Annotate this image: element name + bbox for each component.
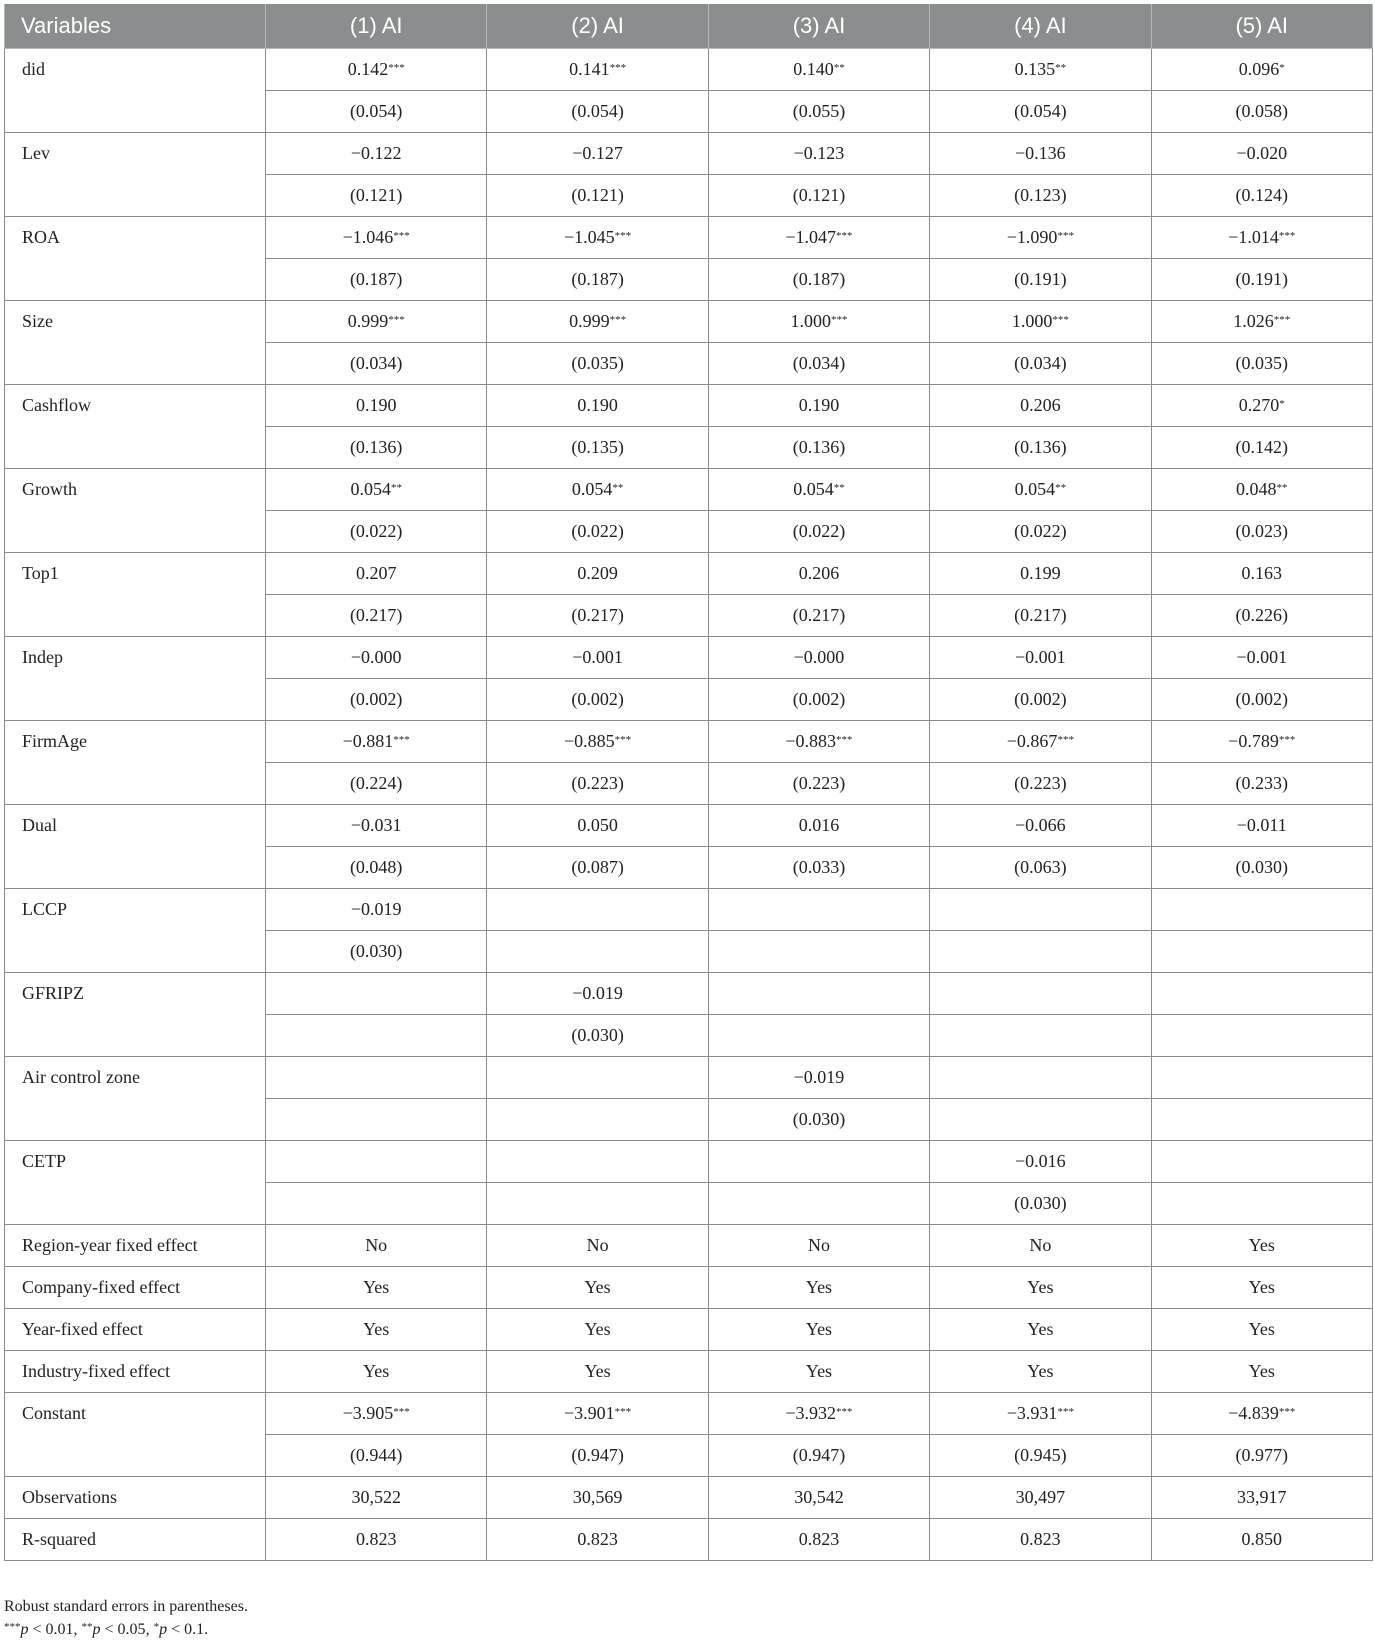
variable-name: Dual xyxy=(5,805,266,889)
coefficient-cell: −0.019 xyxy=(266,889,487,931)
note-significance: ***p < 0.01, **p < 0.05, *p < 0.1. xyxy=(4,1621,209,1638)
coefficient-cell: −1.090*** xyxy=(930,217,1151,259)
standard-error-cell: (0.136) xyxy=(930,427,1151,469)
standard-error-cell: (0.054) xyxy=(487,91,708,133)
coefficient-cell: 0.190 xyxy=(487,385,708,427)
standard-error-cell: (0.030) xyxy=(708,1099,929,1141)
table-row xyxy=(5,973,1373,1015)
note-robust-se: Robust standard errors in parentheses. xyxy=(4,1598,248,1615)
coefficient-cell: −0.019 xyxy=(708,1057,929,1099)
coefficient-cell: −0.031 xyxy=(266,805,487,847)
header-variables: Variables xyxy=(5,4,266,49)
coefficient-cell: 0.142*** xyxy=(266,49,487,91)
coefficient-cell xyxy=(708,1141,929,1183)
variable-name: ROA xyxy=(5,217,266,301)
standard-error-cell xyxy=(266,1099,487,1141)
coefficient-cell: Yes xyxy=(930,1351,1151,1393)
coefficient-cell: −1.046*** xyxy=(266,217,487,259)
coefficient-cell: −0.885*** xyxy=(487,721,708,763)
coefficient-cell: 0.190 xyxy=(266,385,487,427)
variable-name: LCCP xyxy=(5,889,266,973)
standard-error-cell: (0.191) xyxy=(930,259,1151,301)
coefficient-cell: Yes xyxy=(930,1267,1151,1309)
header-row xyxy=(5,4,1373,49)
header-model-4: (4) AI xyxy=(930,4,1151,49)
coefficient-cell: Yes xyxy=(487,1351,708,1393)
coefficient-cell: 30,497 xyxy=(930,1477,1151,1519)
standard-error-cell: (0.063) xyxy=(930,847,1151,889)
coefficient-cell: Yes xyxy=(266,1309,487,1351)
coefficient-cell: No xyxy=(266,1225,487,1267)
standard-error-cell: (0.223) xyxy=(930,763,1151,805)
coefficient-cell: 0.190 xyxy=(708,385,929,427)
standard-error-cell xyxy=(1151,1015,1372,1057)
standard-error-cell: (0.002) xyxy=(930,679,1151,721)
coefficient-cell: −1.045*** xyxy=(487,217,708,259)
standard-error-cell: (0.030) xyxy=(487,1015,708,1057)
table-row xyxy=(5,637,1373,679)
standard-error-cell: (0.034) xyxy=(266,343,487,385)
standard-error-cell: (0.217) xyxy=(487,595,708,637)
coefficient-cell: Yes xyxy=(487,1267,708,1309)
standard-error-cell: (0.142) xyxy=(1151,427,1372,469)
variable-name: GFRIPZ xyxy=(5,973,266,1057)
variable-name: Year-fixed effect xyxy=(5,1309,266,1351)
variable-name: CETP xyxy=(5,1141,266,1225)
table-row xyxy=(5,301,1373,343)
table-header xyxy=(5,4,1373,49)
standard-error-cell xyxy=(930,1015,1151,1057)
coefficient-cell: −0.883*** xyxy=(708,721,929,763)
coefficient-cell: 33,917 xyxy=(1151,1477,1372,1519)
coefficient-cell: 0.206 xyxy=(930,385,1151,427)
table-row xyxy=(5,889,1373,931)
coefficient-cell: Yes xyxy=(1151,1225,1372,1267)
coefficient-cell: −3.901*** xyxy=(487,1393,708,1435)
variable-name: Observations xyxy=(5,1477,266,1519)
standard-error-cell xyxy=(266,1015,487,1057)
variable-name: Company-fixed effect xyxy=(5,1267,266,1309)
standard-error-cell xyxy=(930,931,1151,973)
coefficient-cell: Yes xyxy=(708,1351,929,1393)
coefficient-cell: 0.207 xyxy=(266,553,487,595)
coefficient-cell: −0.066 xyxy=(930,805,1151,847)
standard-error-cell: (0.217) xyxy=(930,595,1151,637)
coefficient-cell: −1.014*** xyxy=(1151,217,1372,259)
coefficient-cell: −0.020 xyxy=(1151,133,1372,175)
coefficient-cell: 30,522 xyxy=(266,1477,487,1519)
table-row xyxy=(5,1225,1373,1267)
coefficient-cell: −4.839*** xyxy=(1151,1393,1372,1435)
variable-name: Constant xyxy=(5,1393,266,1477)
coefficient-cell: −0.123 xyxy=(708,133,929,175)
coefficient-cell: −0.011 xyxy=(1151,805,1372,847)
coefficient-cell: −0.867*** xyxy=(930,721,1151,763)
coefficient-cell: 0.823 xyxy=(266,1519,487,1561)
variable-name: Growth xyxy=(5,469,266,553)
table-row xyxy=(5,1393,1373,1435)
standard-error-cell xyxy=(1151,931,1372,973)
standard-error-cell: (0.217) xyxy=(708,595,929,637)
table-row xyxy=(5,1519,1373,1561)
standard-error-cell: (0.226) xyxy=(1151,595,1372,637)
coefficient-cell: 1.026*** xyxy=(1151,301,1372,343)
coefficient-cell: −0.001 xyxy=(487,637,708,679)
table-body xyxy=(5,49,1373,1561)
standard-error-cell: (0.187) xyxy=(487,259,708,301)
coefficient-cell: 0.270* xyxy=(1151,385,1372,427)
coefficient-cell xyxy=(1151,1141,1372,1183)
coefficient-cell: Yes xyxy=(1151,1309,1372,1351)
coefficient-cell: −3.905*** xyxy=(266,1393,487,1435)
table-row xyxy=(5,469,1373,511)
coefficient-cell xyxy=(1151,889,1372,931)
coefficient-cell: Yes xyxy=(930,1309,1151,1351)
coefficient-cell: −0.789*** xyxy=(1151,721,1372,763)
table-row xyxy=(5,217,1373,259)
coefficient-cell: 0.054** xyxy=(708,469,929,511)
coefficient-cell: Yes xyxy=(1151,1267,1372,1309)
standard-error-cell: (0.054) xyxy=(266,91,487,133)
table-row xyxy=(5,133,1373,175)
coefficient-cell xyxy=(1151,1057,1372,1099)
standard-error-cell: (0.217) xyxy=(266,595,487,637)
coefficient-cell: 0.999*** xyxy=(487,301,708,343)
coefficient-cell: −3.932*** xyxy=(708,1393,929,1435)
standard-error-cell xyxy=(1151,1099,1372,1141)
standard-error-cell: (0.022) xyxy=(930,511,1151,553)
standard-error-cell: (0.136) xyxy=(708,427,929,469)
standard-error-cell: (0.030) xyxy=(930,1183,1151,1225)
standard-error-cell xyxy=(487,1099,708,1141)
standard-error-cell: (0.055) xyxy=(708,91,929,133)
standard-error-cell: (0.121) xyxy=(487,175,708,217)
coefficient-cell xyxy=(487,1141,708,1183)
standard-error-cell xyxy=(708,931,929,973)
coefficient-cell: No xyxy=(708,1225,929,1267)
standard-error-cell: (0.022) xyxy=(266,511,487,553)
coefficient-cell xyxy=(708,973,929,1015)
standard-error-cell: (0.123) xyxy=(930,175,1151,217)
coefficient-cell: 0.140** xyxy=(708,49,929,91)
variable-name: Lev xyxy=(5,133,266,217)
table-row xyxy=(5,1267,1373,1309)
standard-error-cell: (0.035) xyxy=(1151,343,1372,385)
coefficient-cell xyxy=(930,889,1151,931)
standard-error-cell: (0.048) xyxy=(266,847,487,889)
coefficient-cell xyxy=(487,889,708,931)
standard-error-cell: (0.944) xyxy=(266,1435,487,1477)
standard-error-cell: (0.035) xyxy=(487,343,708,385)
coefficient-cell: 0.054** xyxy=(266,469,487,511)
standard-error-cell: (0.030) xyxy=(266,931,487,973)
standard-error-cell: (0.054) xyxy=(930,91,1151,133)
table-notes xyxy=(4,1595,248,1641)
table-row xyxy=(5,805,1373,847)
coefficient-cell xyxy=(930,1057,1151,1099)
coefficient-cell xyxy=(266,1141,487,1183)
standard-error-cell: (0.058) xyxy=(1151,91,1372,133)
standard-error-cell xyxy=(487,1183,708,1225)
standard-error-cell xyxy=(487,931,708,973)
coefficient-cell xyxy=(930,973,1151,1015)
standard-error-cell: (0.947) xyxy=(708,1435,929,1477)
variable-name: FirmAge xyxy=(5,721,266,805)
coefficient-cell: 0.050 xyxy=(487,805,708,847)
table-row xyxy=(5,1141,1373,1183)
variable-name: R-squared xyxy=(5,1519,266,1561)
standard-error-cell: (0.022) xyxy=(708,511,929,553)
standard-error-cell: (0.002) xyxy=(487,679,708,721)
coefficient-cell: −3.931*** xyxy=(930,1393,1151,1435)
standard-error-cell: (0.033) xyxy=(708,847,929,889)
coefficient-cell: −0.881*** xyxy=(266,721,487,763)
standard-error-cell xyxy=(708,1183,929,1225)
coefficient-cell: −0.136 xyxy=(930,133,1151,175)
coefficient-cell: −0.127 xyxy=(487,133,708,175)
coefficient-cell: No xyxy=(487,1225,708,1267)
table-row xyxy=(5,1477,1373,1519)
coefficient-cell: 0.850 xyxy=(1151,1519,1372,1561)
standard-error-cell: (0.187) xyxy=(708,259,929,301)
coefficient-cell: 0.016 xyxy=(708,805,929,847)
standard-error-cell: (0.034) xyxy=(930,343,1151,385)
variable-name: Air control zone xyxy=(5,1057,266,1141)
standard-error-cell: (0.002) xyxy=(708,679,929,721)
standard-error-cell: (0.947) xyxy=(487,1435,708,1477)
standard-error-cell: (0.135) xyxy=(487,427,708,469)
coefficient-cell: 1.000*** xyxy=(708,301,929,343)
table-row xyxy=(5,1309,1373,1351)
table-row xyxy=(5,385,1373,427)
coefficient-cell: Yes xyxy=(266,1267,487,1309)
standard-error-cell: (0.121) xyxy=(708,175,929,217)
variable-name: Industry-fixed effect xyxy=(5,1351,266,1393)
coefficient-cell: −0.001 xyxy=(1151,637,1372,679)
regression-table-container xyxy=(4,4,1372,1561)
standard-error-cell: (0.223) xyxy=(487,763,708,805)
coefficient-cell: 0.163 xyxy=(1151,553,1372,595)
coefficient-cell: 30,569 xyxy=(487,1477,708,1519)
standard-error-cell: (0.191) xyxy=(1151,259,1372,301)
coefficient-cell xyxy=(266,973,487,1015)
standard-error-cell xyxy=(708,1015,929,1057)
standard-error-cell: (0.224) xyxy=(266,763,487,805)
standard-error-cell: (0.945) xyxy=(930,1435,1151,1477)
standard-error-cell xyxy=(1151,1183,1372,1225)
header-model-3: (3) AI xyxy=(708,4,929,49)
standard-error-cell xyxy=(930,1099,1151,1141)
coefficient-cell: Yes xyxy=(266,1351,487,1393)
standard-error-cell: (0.022) xyxy=(487,511,708,553)
header-model-5: (5) AI xyxy=(1151,4,1372,49)
coefficient-cell: −0.019 xyxy=(487,973,708,1015)
coefficient-cell: −0.000 xyxy=(708,637,929,679)
coefficient-cell xyxy=(708,889,929,931)
standard-error-cell xyxy=(266,1183,487,1225)
coefficient-cell: −1.047*** xyxy=(708,217,929,259)
coefficient-cell: −0.001 xyxy=(930,637,1151,679)
header-model-2: (2) AI xyxy=(487,4,708,49)
variable-name: did xyxy=(5,49,266,133)
coefficient-cell: −0.000 xyxy=(266,637,487,679)
coefficient-cell: 1.000*** xyxy=(930,301,1151,343)
coefficient-cell: Yes xyxy=(1151,1351,1372,1393)
coefficient-cell: Yes xyxy=(708,1309,929,1351)
coefficient-cell: 0.209 xyxy=(487,553,708,595)
coefficient-cell: 0.206 xyxy=(708,553,929,595)
table-row xyxy=(5,1057,1373,1099)
standard-error-cell: (0.002) xyxy=(1151,679,1372,721)
standard-error-cell: (0.002) xyxy=(266,679,487,721)
variable-name: Indep xyxy=(5,637,266,721)
coefficient-cell: 0.823 xyxy=(487,1519,708,1561)
coefficient-cell: 30,542 xyxy=(708,1477,929,1519)
table-row xyxy=(5,49,1373,91)
standard-error-cell: (0.977) xyxy=(1151,1435,1372,1477)
coefficient-cell: 0.141*** xyxy=(487,49,708,91)
standard-error-cell: (0.034) xyxy=(708,343,929,385)
coefficient-cell: 0.054** xyxy=(487,469,708,511)
regression-table xyxy=(4,4,1373,1561)
standard-error-cell: (0.121) xyxy=(266,175,487,217)
standard-error-cell: (0.124) xyxy=(1151,175,1372,217)
coefficient-cell: 0.199 xyxy=(930,553,1151,595)
variable-name: Top1 xyxy=(5,553,266,637)
standard-error-cell: (0.187) xyxy=(266,259,487,301)
coefficient-cell: 0.054** xyxy=(930,469,1151,511)
coefficient-cell: No xyxy=(930,1225,1151,1267)
coefficient-cell: −0.122 xyxy=(266,133,487,175)
table-row xyxy=(5,1351,1373,1393)
standard-error-cell: (0.023) xyxy=(1151,511,1372,553)
coefficient-cell xyxy=(266,1057,487,1099)
coefficient-cell: Yes xyxy=(708,1267,929,1309)
standard-error-cell: (0.223) xyxy=(708,763,929,805)
coefficient-cell: 0.096* xyxy=(1151,49,1372,91)
standard-error-cell: (0.030) xyxy=(1151,847,1372,889)
coefficient-cell: 0.135** xyxy=(930,49,1151,91)
coefficient-cell: 0.823 xyxy=(708,1519,929,1561)
coefficient-cell xyxy=(1151,973,1372,1015)
coefficient-cell: 0.048** xyxy=(1151,469,1372,511)
variable-name: Cashflow xyxy=(5,385,266,469)
coefficient-cell: 0.999*** xyxy=(266,301,487,343)
header-model-1: (1) AI xyxy=(266,4,487,49)
coefficient-cell xyxy=(487,1057,708,1099)
standard-error-cell: (0.087) xyxy=(487,847,708,889)
coefficient-cell: Yes xyxy=(487,1309,708,1351)
table-row xyxy=(5,721,1373,763)
coefficient-cell: −0.016 xyxy=(930,1141,1151,1183)
variable-name: Region-year fixed effect xyxy=(5,1225,266,1267)
table-row xyxy=(5,553,1373,595)
standard-error-cell: (0.233) xyxy=(1151,763,1372,805)
variable-name: Size xyxy=(5,301,266,385)
standard-error-cell: (0.136) xyxy=(266,427,487,469)
coefficient-cell: 0.823 xyxy=(930,1519,1151,1561)
